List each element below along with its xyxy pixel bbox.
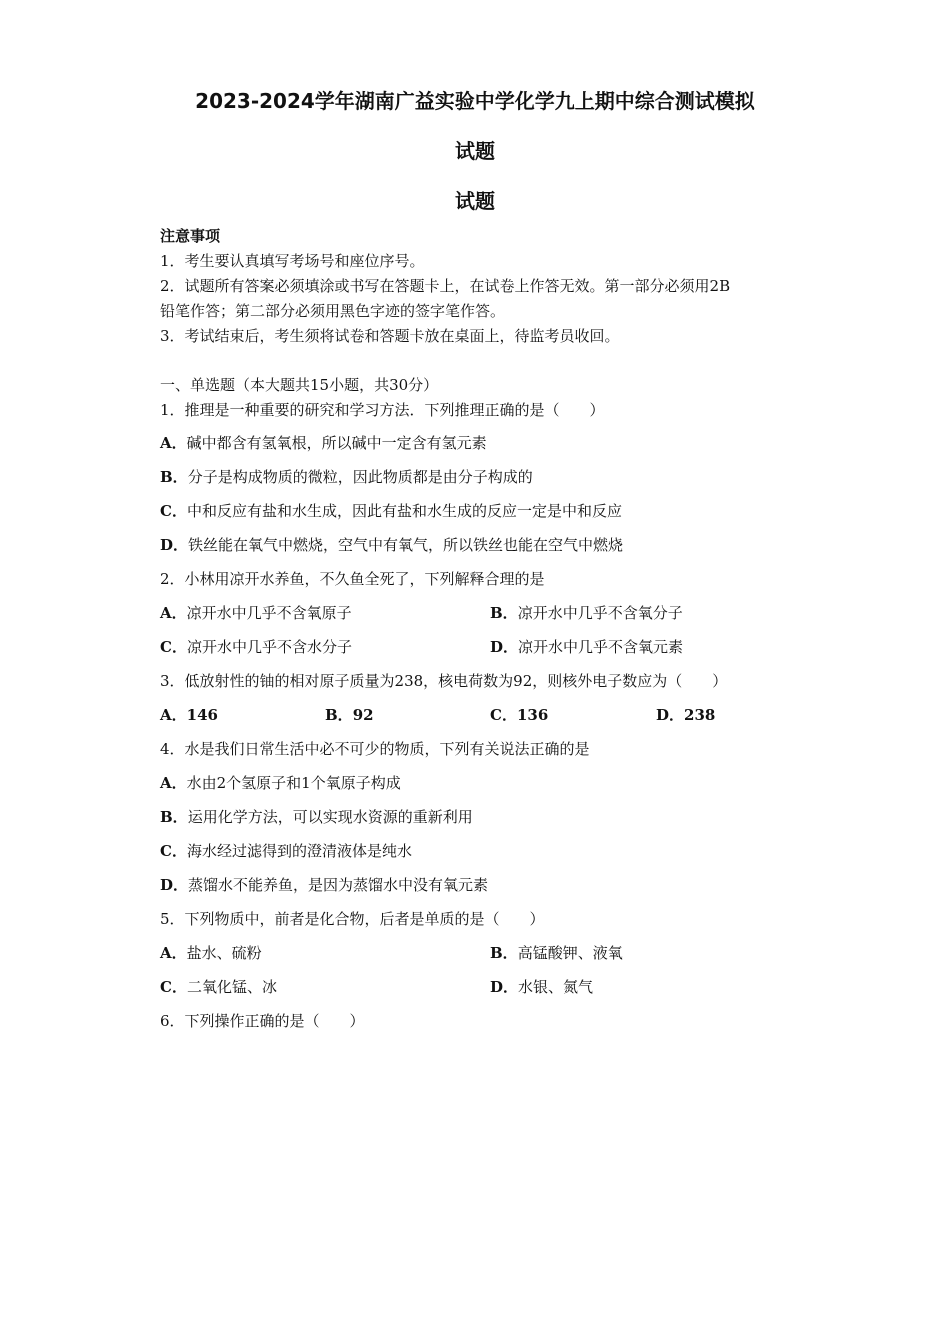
question-2-option-a: [160, 602, 352, 624]
question-1-option-b: [160, 466, 533, 488]
notice-item-1: 1．考生要认真填写考场号和座位序号。: [160, 252, 425, 270]
option-text: 盐水、硫粉: [186, 944, 262, 962]
option-key: C．: [160, 502, 187, 520]
question-1-option-c: [160, 500, 622, 522]
question-4-stem: 4．水是我们日常生活中必不可少的物质，下列有关说法正确的是: [160, 740, 590, 758]
option-text: 凉开水中几乎不含氧元素: [518, 638, 684, 656]
option-key: A．: [160, 604, 187, 622]
question-4-option-d: [160, 874, 488, 896]
question-2-option-c: [160, 636, 352, 658]
question-2-stem: 2．小林用凉开水养鱼，不久鱼全死了，下列解释合理的是: [160, 570, 545, 588]
option-text: 碱中都含有氢氧根，所以碱中一定含有氢元素: [186, 434, 487, 452]
question-6-stem: 6．下列操作正确的是（ ）: [160, 1012, 365, 1030]
question-1-option-a: [160, 432, 487, 454]
question-3-option-d: [656, 704, 715, 726]
question-3-option-c: [490, 704, 548, 726]
question-1-option-d: [160, 534, 623, 556]
option-key: D．: [160, 876, 189, 894]
notice-item-2: 2．试题所有答案必须填涂或书写在答题卡上，在试卷上作答无效。第一部分必须用2B: [160, 277, 731, 295]
question-4-option-a: [160, 772, 401, 794]
option-key: C．: [490, 706, 517, 724]
option-text: 凉开水中几乎不含氧分子: [517, 604, 683, 622]
option-text: 海水经过滤得到的澄清液体是纯水: [186, 842, 412, 860]
option-text: 高锰酸钾、液氧: [517, 944, 623, 962]
option-text: 凉开水中几乎不含氧原子: [186, 604, 352, 622]
option-text: 铁丝能在氧气中燃烧，空气中有氧气，所以铁丝也能在空气中燃烧: [188, 536, 624, 554]
option-text: 92: [352, 706, 374, 724]
question-5-stem: 5．下列物质中，前者是化合物，后者是单质的是（ ）: [160, 910, 545, 928]
question-5-option-c: [160, 976, 277, 998]
question-2-option-d: [490, 636, 683, 658]
option-text: 分子是构成物质的微粒，因此物质都是由分子构成的: [187, 468, 533, 486]
option-key: D．: [160, 536, 189, 554]
exam-title-line-3: 试题: [455, 189, 495, 213]
option-key: D．: [656, 706, 685, 724]
option-key: B．: [490, 604, 518, 622]
option-key: B．: [160, 808, 188, 826]
option-text: 凉开水中几乎不含水分子: [186, 638, 352, 656]
question-4-option-c: [160, 840, 412, 862]
question-5-option-b: [490, 942, 623, 964]
option-key: D．: [490, 638, 519, 656]
option-text: 136: [516, 706, 549, 724]
option-key: D．: [490, 978, 519, 996]
question-2-option-b: [490, 602, 683, 624]
question-3-option-b: [325, 704, 374, 726]
question-5-option-a: [160, 942, 262, 964]
option-key: A．: [160, 434, 187, 452]
option-key: C．: [160, 638, 187, 656]
option-key: C．: [160, 978, 187, 996]
option-key: B．: [325, 706, 353, 724]
option-text: 二氧化锰、冰: [186, 978, 277, 996]
option-key: A．: [160, 944, 187, 962]
question-3-stem: 3．低放射性的铀的相对原子质量为238，核电荷数为92，则核外电子数应为（ ）: [160, 672, 728, 690]
notice-item-3: 3．考试结束后，考生须将试卷和答题卡放在桌面上，待监考员收回。: [160, 327, 620, 345]
question-3-option-a: [160, 704, 218, 726]
notice-item-2-continued: 铅笔作答；第二部分必须用黑色字迹的签字笔作答。: [160, 302, 506, 320]
exam-title-line-1: 2023-2024学年湖南广益实验中学化学九上期中综合测试模拟: [195, 89, 755, 113]
option-text: 146: [186, 706, 218, 724]
question-5-option-d: [490, 976, 593, 998]
exam-title-line-2: 试题: [455, 139, 495, 163]
option-text: 水银、氮气: [518, 978, 594, 996]
option-text: 238: [684, 706, 716, 724]
option-key: A．: [160, 706, 187, 724]
option-key: C．: [160, 842, 187, 860]
notice-heading: 注意事项: [160, 227, 221, 245]
option-key: B．: [490, 944, 518, 962]
section-heading: 一、单选题（本大题共15小题，共30分）: [160, 376, 439, 394]
question-1-stem: 1．推理是一种重要的研究和学习方法．下列推理正确的是（ ）: [160, 401, 605, 419]
question-4-option-b: [160, 806, 473, 828]
option-text: 运用化学方法，可以实现水资源的重新利用: [187, 808, 473, 826]
option-key: B．: [160, 468, 188, 486]
option-text: 蒸馏水不能养鱼，是因为蒸馏水中没有氧元素: [188, 876, 489, 894]
option-key: A．: [160, 774, 187, 792]
option-text: 水由2个氢原子和1个氧原子构成: [186, 774, 401, 792]
option-text: 中和反应有盐和水生成，因此有盐和水生成的反应一定是中和反应: [186, 502, 622, 520]
